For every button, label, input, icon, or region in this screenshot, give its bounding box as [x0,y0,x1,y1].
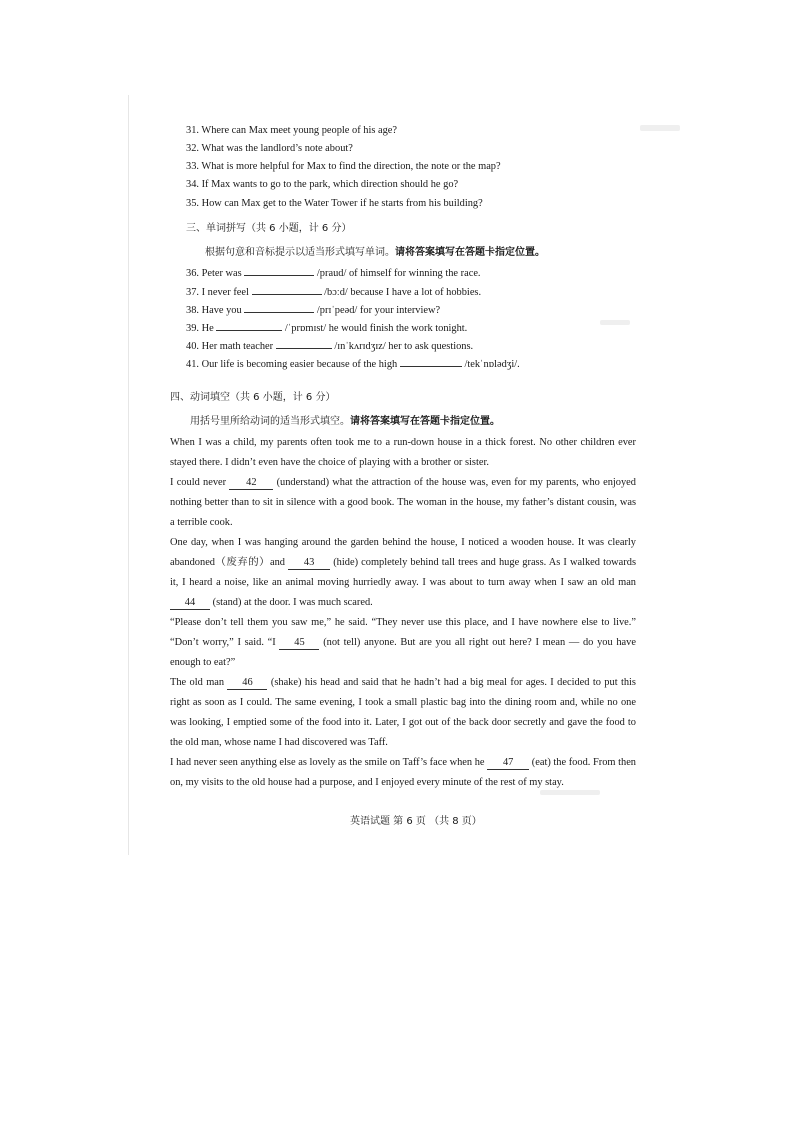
item-37-prompt: 37. I never feel [186,287,249,298]
item-41-phonetic: /tekˈnɒlədʒi/. [464,359,520,370]
question-31: 31. Where can Max meet young people of his age? [186,125,398,136]
answer-blank-38 [244,302,314,313]
section4-heading: 四、动词填空（共 6 小题，计 6 分） [170,392,336,403]
passage-text: One day, when I was hanging around the garden behind the house, I noticed a wooden house. It was clearly abandoned（废弃的）and [170,537,636,568]
answer-blank-41 [400,356,462,367]
item-40-prompt: 40. Her math teacher [186,341,274,352]
verb-blank-46: 46 [227,677,267,690]
verb-blank-47: 47 [487,757,529,770]
item-38 [186,302,440,318]
passage-paragraph-6 [170,753,636,793]
scan-shadow-line [128,95,129,855]
answer-blank-37 [252,284,322,295]
item-36 [186,265,481,281]
item-38-prompt: 38. Have you [186,305,242,316]
verb-blank-43: 43 [288,557,330,570]
passage-text: (eat) the food. From then on, my visits to the old house had a purpose, and I enjoyed every minute of the rest of my stay. [170,757,636,788]
passage-paragraph-4 [170,613,636,673]
item-39-prompt: 39. He [186,323,214,334]
item-39 [186,320,467,336]
item-39-phonetic: /ˈprɒmɪst/ he would finish the work tonight. [284,323,468,334]
section4-instruction-bold: 请将答案填写在答题卡指定位置。 [350,416,500,427]
question-34: 34. If Max wants to go to the park, which direction should he go? [186,179,459,190]
passage-text: (not tell) anyone. But are you all right out here? I mean — do you have enough to eat?” [170,637,636,668]
passage [170,433,636,793]
answer-blank-36 [244,265,314,276]
passage-paragraph-5 [170,673,636,753]
section3-heading: 三、单词拼写（共 6 小题，计 6 分） [186,223,352,234]
item-36-prompt: 36. Peter was [186,268,242,279]
verb-blank-44: 44 [170,597,210,610]
passage-text: (stand) at the door. I was much scared. [212,597,373,608]
passage-text: (hide) completely behind tall trees and huge grass. As I walked towards it, I heard a noise, like an animal moving hurriedly away. I was about to turn away when I saw an old man [170,557,636,588]
section4-instruction [190,415,500,429]
passage-text: (shake) his head and said that he hadn’t had a big meal for ages. I decided to put this right as soon as I could. The same evening, I took a small plastic bag into the dining room and, while no one was looking, I emptied some of the food into it. Later, I got out of the back door secretly and gave the food to the old man, whose name I had discovered was Taff. [170,677,636,748]
question-35: 35. How can Max get to the Water Tower if he starts from his building? [186,198,483,209]
item-38-phonetic: /prɪˈpeəd/ for your interview? [316,305,441,316]
bleed-through-mark [640,125,680,131]
passage-paragraph-2 [170,473,636,533]
section3-instruction [205,246,545,260]
verb-blank-42: 42 [229,477,273,490]
answer-blank-39 [216,320,282,331]
passage-text: (understand) what the attraction of the house was, even for my parents, who enjoyed nothing better than to sit in silence with a good book. The woman in the house, my father’s distant cousin, was a terrible cook. [170,477,636,528]
answer-blank-40 [276,338,332,349]
passage-paragraph-1: When I was a child, my parents often took me to a run-down house in a thick forest. No other children ever stayed there. I didn’t even have the choice of playing with a brother or sister. [170,437,636,468]
passage-text: I could never [170,477,227,488]
bleed-through-mark [600,320,630,325]
verb-blank-45: 45 [279,637,319,650]
section3-instruction-bold: 请将答案填写在答题卡指定位置。 [395,247,545,258]
passage-paragraph-3 [170,533,636,613]
item-40 [186,338,473,354]
page-footer: 英语试题 第 6 页 （共 8 页） [350,816,482,827]
passage-text: “Please don’t tell them you saw me,” he said. “They never use this place, and I have nowhere else to live.” “Don’t worry,” I said. “I [170,617,636,648]
item-37 [186,284,481,300]
section3-instruction-text: 根据句意和音标提示以适当形式填写单词。 [205,247,395,258]
item-40-phonetic: /ɪnˈkʌrɪdʒɪz/ her to ask questions. [334,341,474,352]
item-37-phonetic: /bɔːd/ because I have a lot of hobbies. [324,287,482,298]
item-36-phonetic: /praud/ of himself for winning the race. [316,268,481,279]
item-41 [186,356,520,372]
item-41-prompt: 41. Our life is becoming easier because of the high [186,359,398,370]
passage-text: The old man [170,677,225,688]
section4-instruction-text: 用括号里所给动词的适当形式填空。 [190,416,350,427]
question-32: 32. What was the landlord’s note about? [186,143,353,154]
passage-text: I had never seen anything else as lovely as the smile on Taff’s face when he [170,757,485,768]
question-33: 33. What is more helpful for Max to find the direction, the note or the map? [186,161,501,172]
